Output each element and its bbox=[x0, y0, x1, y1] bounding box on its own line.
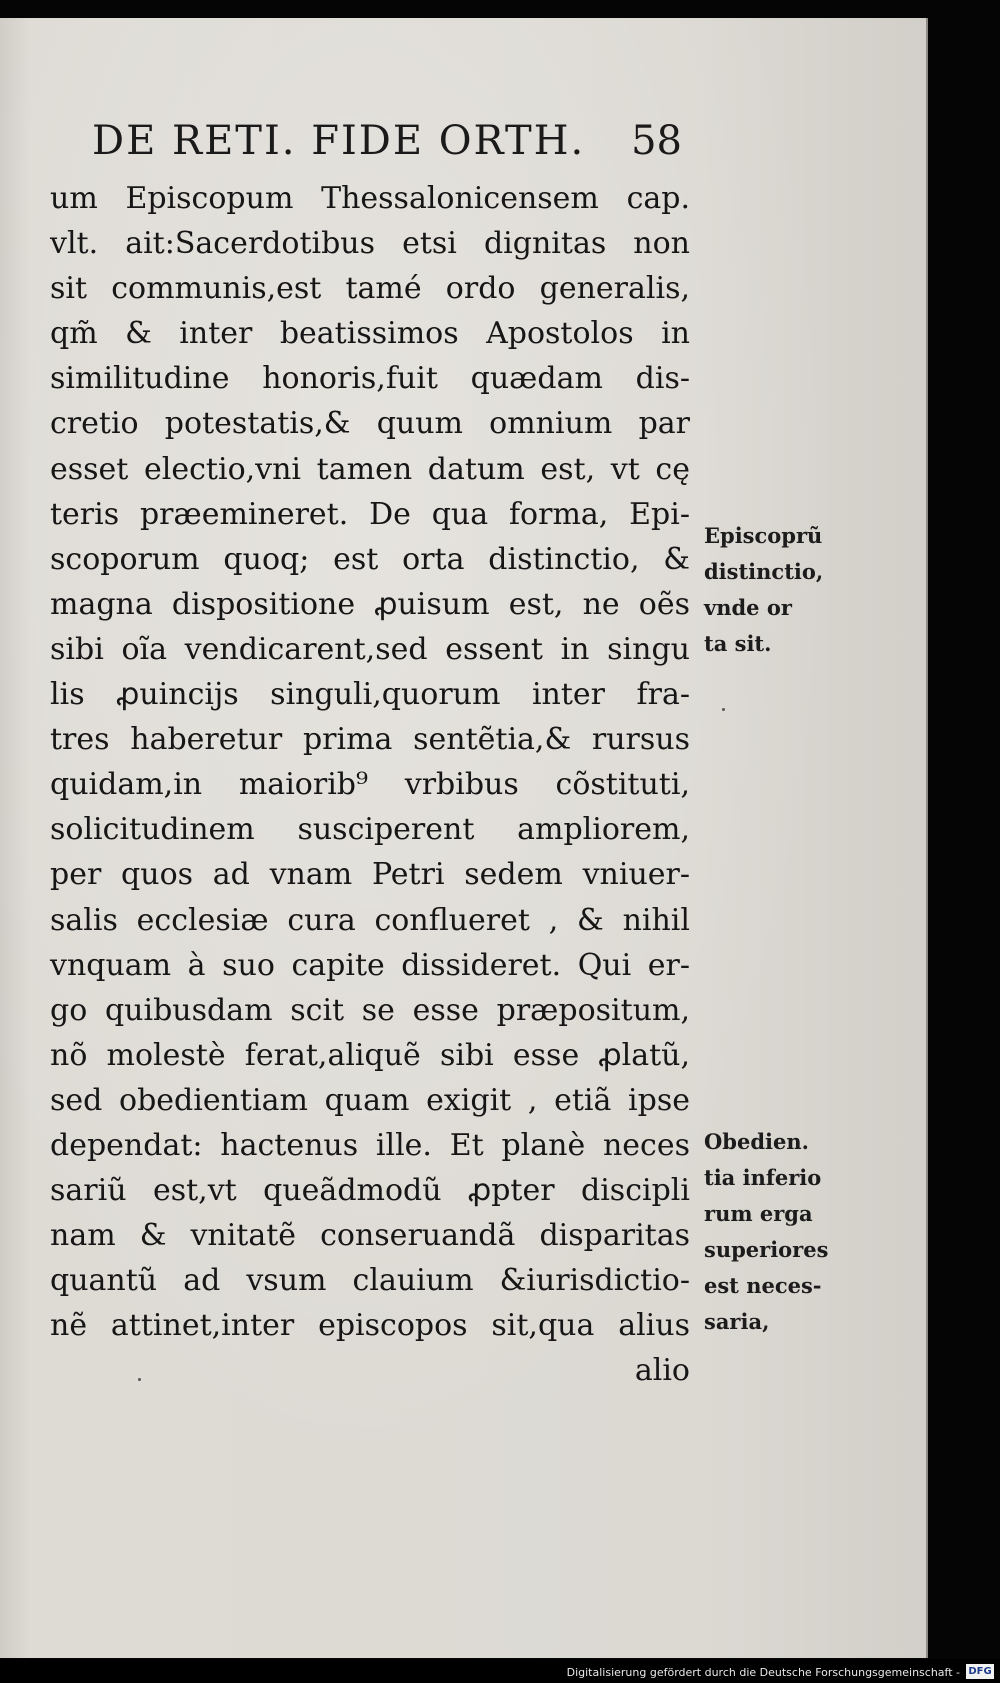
text-line: sit communis,est tamé ordo generalis, bbox=[50, 271, 690, 307]
page-number: 58 bbox=[631, 118, 682, 164]
text-line: solicitudinem susciperent ampliorem, bbox=[50, 812, 690, 848]
running-head: DE RETI. FIDE ORTH. bbox=[92, 118, 586, 164]
text-line: per quos ad vnam Petri sedem vniuer- bbox=[50, 857, 690, 893]
marginal-note-line: vnde or bbox=[704, 595, 792, 620]
text-line: vlt. ait:Sacerdotibus etsi dignitas non bbox=[50, 226, 690, 262]
text-line: lis ꝓuincijs singuli,quorum inter fra- bbox=[50, 677, 690, 713]
marginal-note-line: Episcoprũ bbox=[704, 523, 823, 548]
text-line: sed obedientiam quam exigit , etiã ipse bbox=[50, 1082, 690, 1118]
marginal-note-line: tia inferio bbox=[704, 1165, 822, 1190]
dfg-logo: DFG bbox=[966, 1664, 994, 1679]
catchword-line: alio bbox=[634, 1353, 690, 1389]
text-line: nẽ attinet,inter episcopos sit,qua alius bbox=[50, 1308, 690, 1344]
body-text bbox=[50, 176, 690, 1394]
text-line: go quibusdam scit se esse præpositum, bbox=[50, 992, 690, 1028]
text-line: qm̃ & inter beatissimos Apostolos in bbox=[50, 316, 690, 352]
marginal-note-line: superiores bbox=[704, 1237, 829, 1262]
text-line: um Episcopum Thessalonicensem cap. bbox=[50, 181, 690, 216]
text-line: quantũ ad vsum clauium &iurisdictio- bbox=[50, 1263, 690, 1299]
text-line: nõ molestè ferat,aliquẽ sibi esse ꝓlatũ, bbox=[50, 1037, 690, 1073]
text-line: tres haberetur prima sentẽtia,& rursus bbox=[50, 722, 690, 758]
footer-credit: Digitalisierung gefördert durch die Deutsche Forschungsgemeinschaft - bbox=[566, 1666, 960, 1679]
paper-speck bbox=[722, 708, 725, 711]
text-line: sariũ est,vt queãdmodũ ꝓpter discipli bbox=[50, 1173, 690, 1209]
marginal-note-line: Obedien. bbox=[704, 1129, 809, 1154]
text-line: nam & vnitatẽ conseruandã disparitas bbox=[50, 1218, 690, 1254]
text-line: salis ecclesiæ cura conflueret , & nihil bbox=[50, 902, 690, 938]
book-page bbox=[0, 18, 928, 1658]
marginal-note-line: ta sit. bbox=[704, 631, 772, 656]
marginal-note-episcopal-distinction bbox=[704, 518, 884, 662]
text-line: magna dispositione ꝓuisum est, ne oẽs bbox=[50, 586, 690, 622]
text-line: sibi oĩa vendicarent,sed essent in singu bbox=[50, 631, 690, 667]
text-line: esset electio,vni tamen datum est, vt cę bbox=[50, 451, 690, 487]
marginal-note-line: saria, bbox=[704, 1309, 770, 1334]
marginal-note-line: est neces- bbox=[704, 1273, 822, 1298]
text-line: teris præemineret. De qua forma, Epi- bbox=[50, 496, 690, 532]
marginal-note-line: rum erga bbox=[704, 1201, 813, 1226]
text-line: vnquam à suo capite dissideret. Qui er- bbox=[50, 947, 690, 983]
text-line: dependat: hactenus ille. Et planè neces bbox=[50, 1127, 690, 1163]
text-line: similitudine honoris,fuit quædam dis- bbox=[50, 361, 690, 397]
text-line: scoporum quoq; est orta distinctio, & bbox=[50, 541, 690, 577]
digitization-footer bbox=[0, 1659, 1000, 1683]
text-line: cretio potestatis,& quum omnium par bbox=[50, 406, 690, 442]
marginal-note-obedience bbox=[704, 1124, 884, 1340]
page-header bbox=[92, 110, 682, 172]
marginal-note-line: distinctio, bbox=[704, 559, 824, 584]
text-line: quidam,in maiorib⁹ vrbibus cõstituti, bbox=[50, 767, 690, 803]
paper-speck bbox=[138, 1378, 141, 1381]
